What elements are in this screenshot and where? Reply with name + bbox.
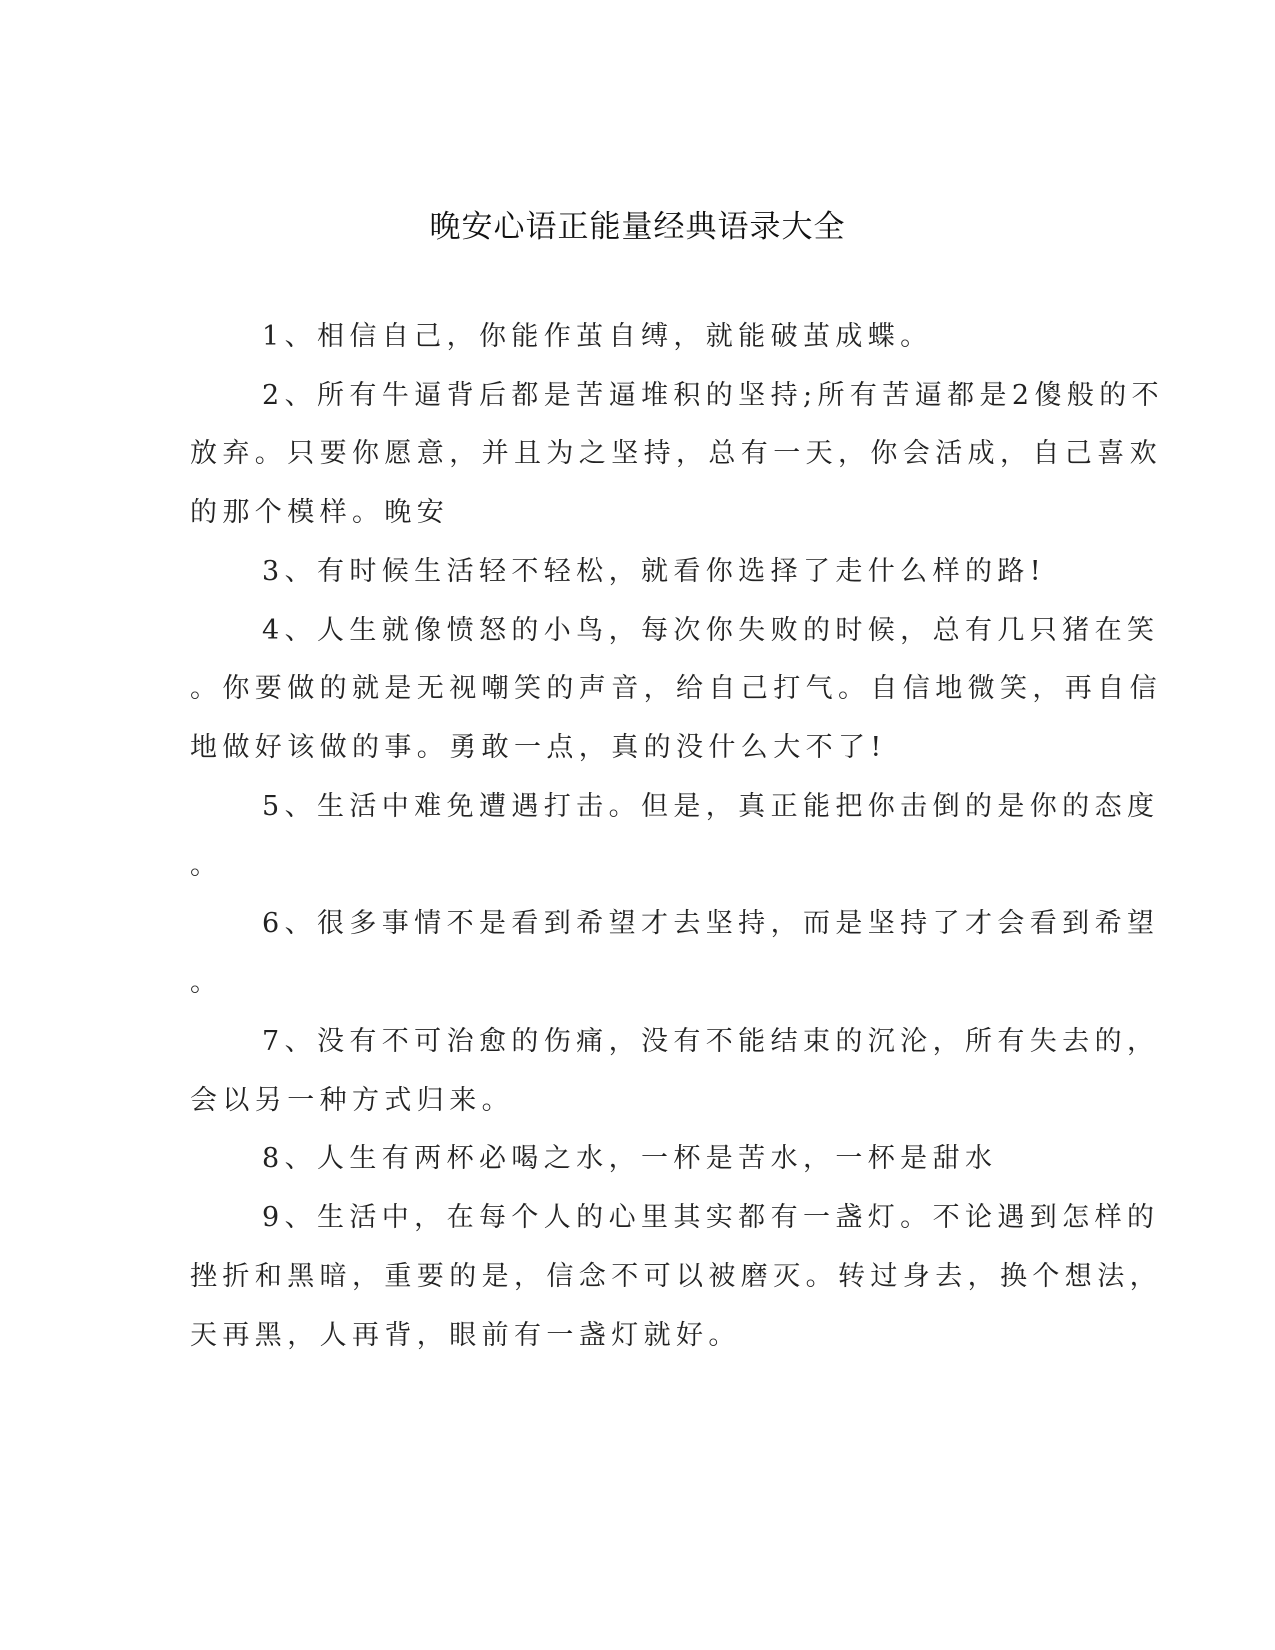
paragraph-line: 。 — [190, 850, 223, 881]
paragraph-line: 1、相信自己，你能作茧自缚，就能破茧成蝶。 — [262, 321, 933, 352]
paragraph-line: 。你要做的就是无视嘲笑的声音，给自己打气。自信地微笑，再自信 — [190, 673, 1162, 704]
paragraph-line: 9、生活中，在每个人的心里其实都有一盏灯。不论遇到怎样的 — [262, 1202, 1160, 1233]
paragraph-line: 7、没有不可治愈的伤痛，没有不能结束的沉沦，所有失去的， — [262, 1026, 1160, 1057]
paragraph-line: 8、人生有两杯必喝之水，一杯是苦水，一杯是甜水 — [262, 1143, 998, 1174]
paragraph-line: 天再黑，人再背，眼前有一盏灯就好。 — [190, 1320, 741, 1351]
paragraph-line: 3、有时候生活轻不轻松，就看你选择了走什么样的路! — [262, 556, 1047, 587]
paragraph-line: 2、所有牛逼背后都是苦逼堆积的坚持;所有苦逼都是2傻般的不 — [262, 380, 1165, 411]
paragraph-line: 会以另一种方式归来。 — [190, 1085, 514, 1116]
paragraph-line: 挫折和黑暗，重要的是，信念不可以被磨灭。转过身去，换个想法， — [190, 1261, 1162, 1292]
paragraph-line: 5、生活中难免遭遇打击。但是，真正能把你击倒的是你的态度 — [262, 791, 1160, 822]
paragraph-line: 4、人生就像愤怒的小鸟，每次你失败的时候，总有几只猪在笑 — [262, 615, 1160, 646]
paragraph-line: 6、很多事情不是看到希望才去坚持，而是坚持了才会看到希望 — [262, 908, 1160, 939]
paragraph-line: 地做好该做的事。勇敢一点，真的没什么大不了! — [190, 732, 887, 763]
paragraph-line: 放弃。只要你愿意，并且为之坚持，总有一天，你会活成，自己喜欢 — [190, 438, 1162, 469]
document-title: 晚安心语正能量经典语录大全 — [429, 209, 846, 245]
paragraph-line: 的那个模样。晚安 — [190, 497, 450, 528]
paragraph-line: 。 — [190, 967, 223, 998]
